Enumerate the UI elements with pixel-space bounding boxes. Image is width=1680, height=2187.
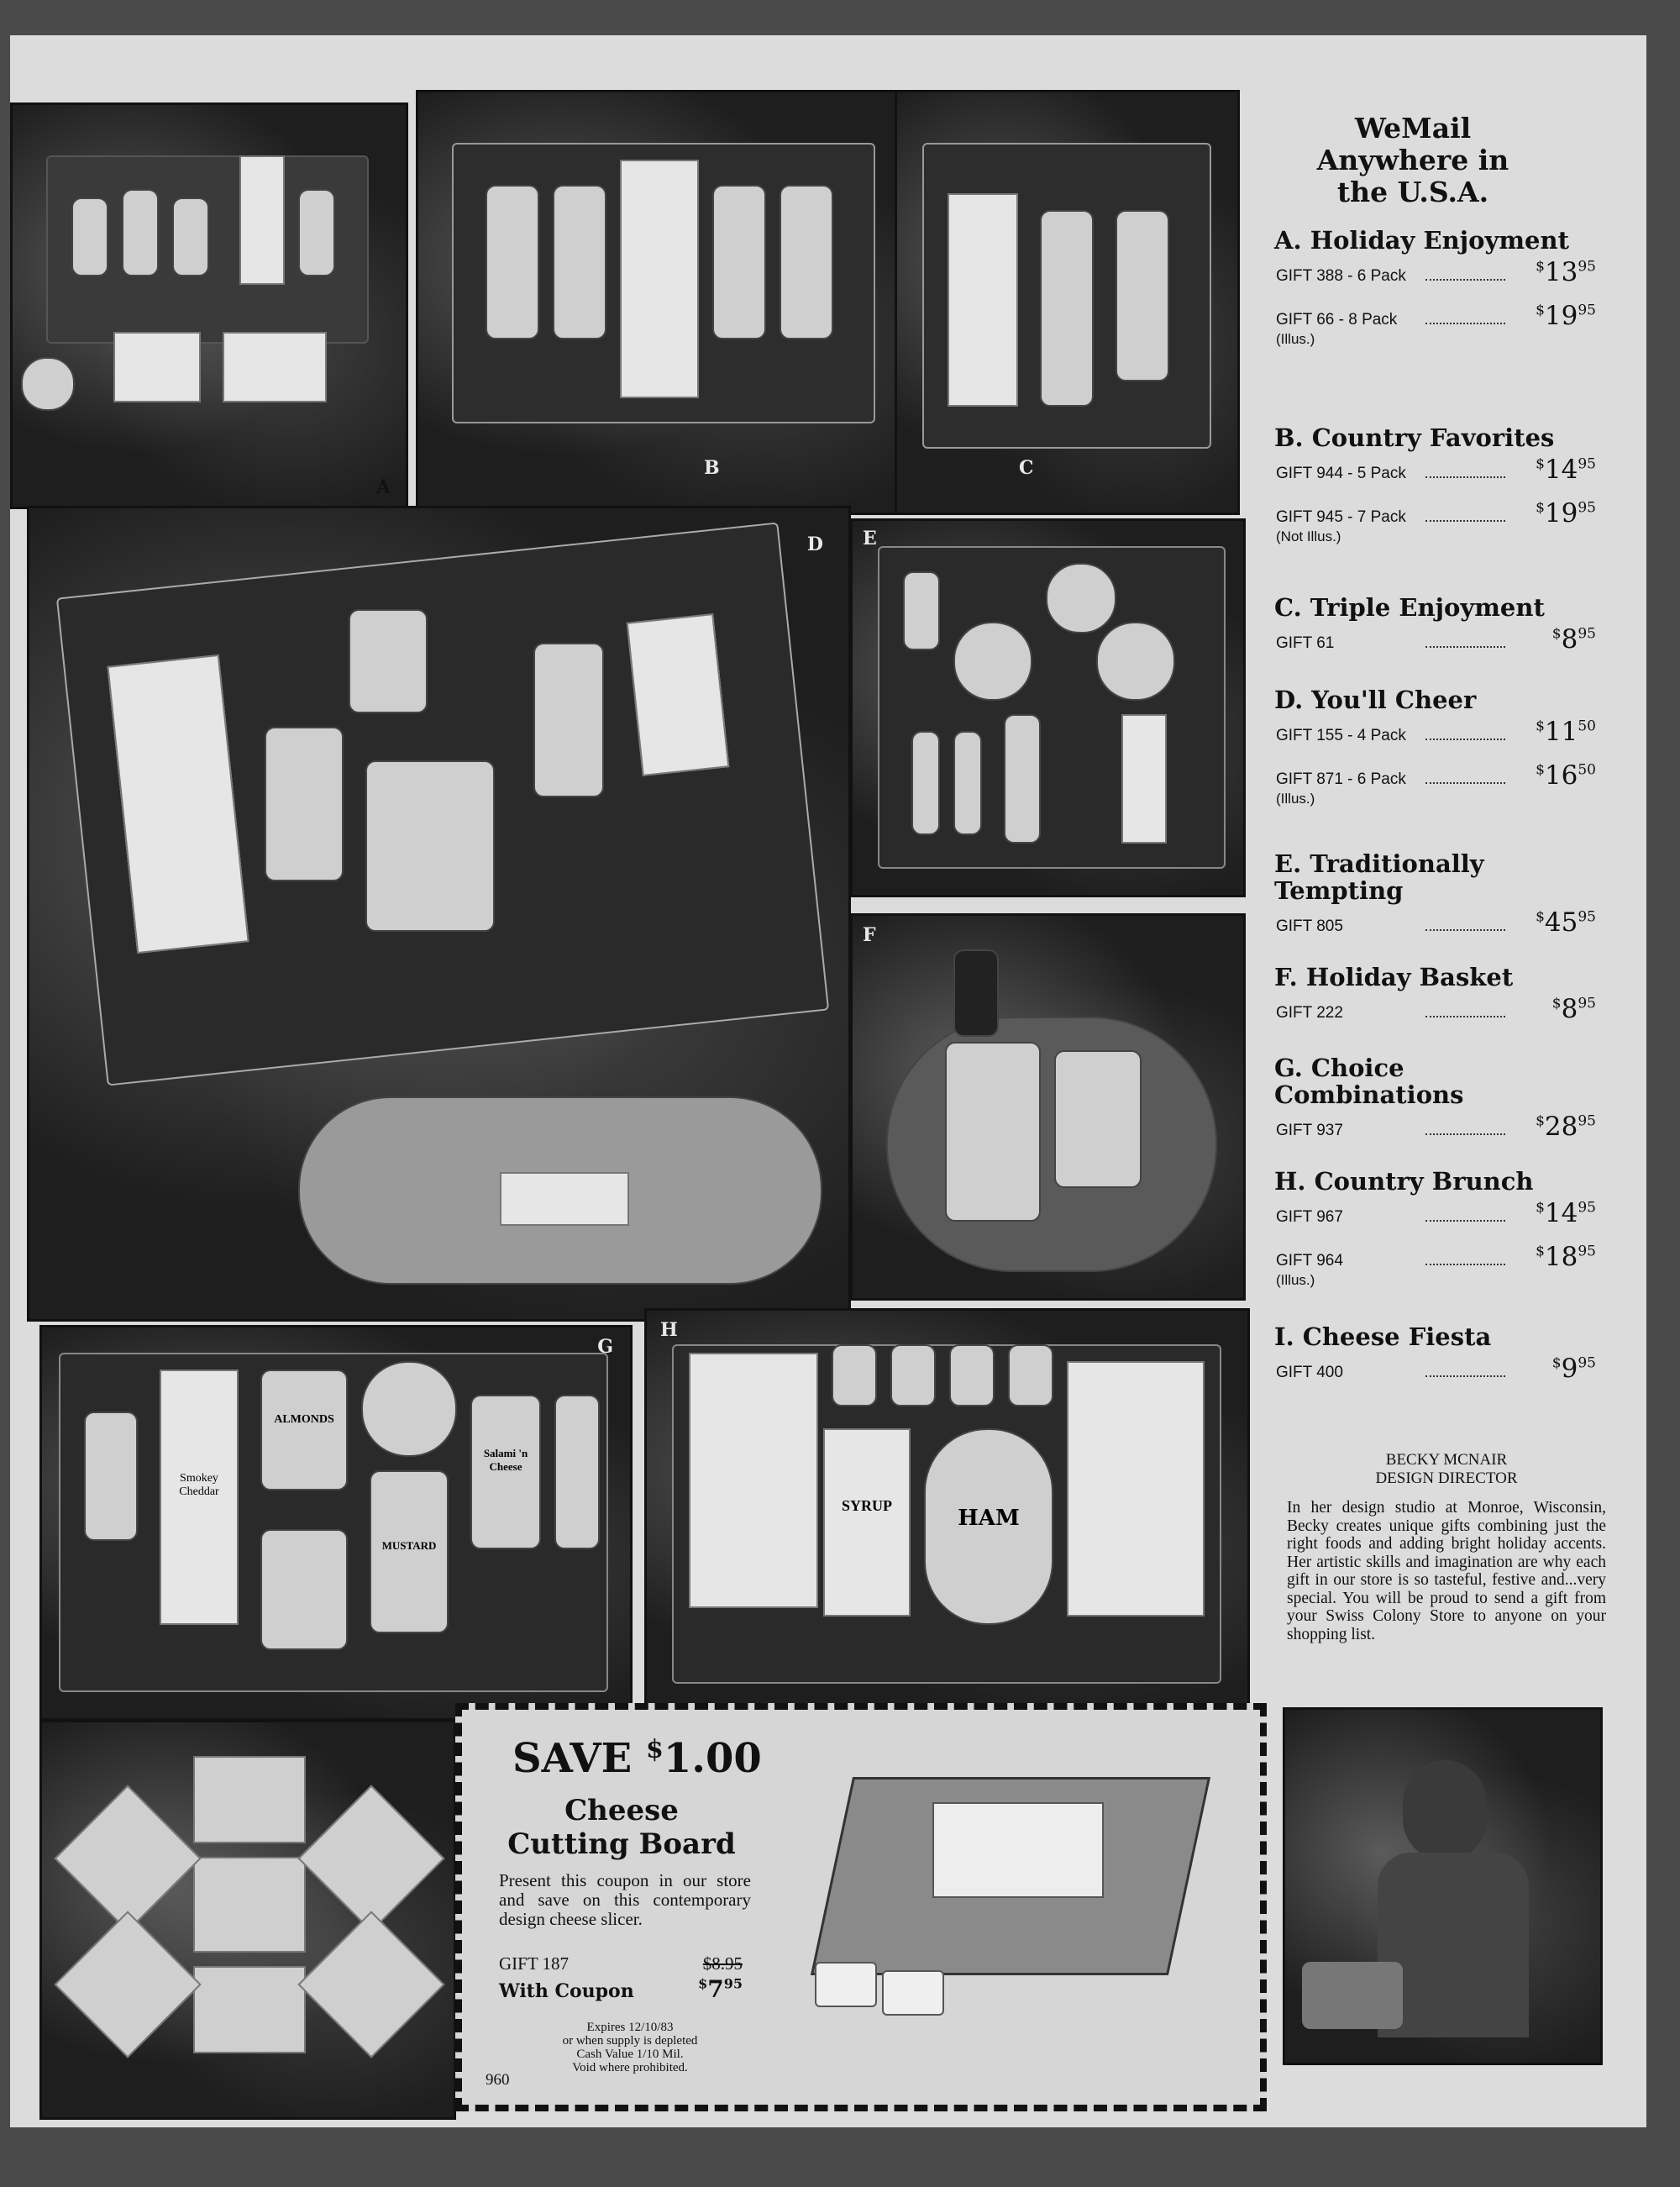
designer-role: DESIGN DIRECTOR (1375, 1469, 1518, 1487)
item-b (1274, 424, 1598, 545)
coupon-price-cents: 95 (723, 1975, 743, 1992)
photo-label-d: D (806, 534, 823, 555)
coupon-expires: Expires 12/10/83 (586, 2021, 674, 2034)
item-title: E. Traditionally Tempting (1274, 849, 1484, 905)
item-title: B. Country Favorites (1274, 423, 1555, 452)
coupon-old-price: $8.95 (702, 1953, 743, 1974)
gift-note: (Not Illus.) (1276, 528, 1341, 544)
coupon-price: $^{\$}7^{95}$ (698, 1975, 743, 2003)
product-label-mustard: MUSTARD (381, 1539, 437, 1552)
product-label-salami-cheese: Salami 'n Cheese (483, 1447, 528, 1473)
gift-note: (Illus.) (1276, 791, 1315, 807)
coupon-with-line (499, 1975, 743, 2003)
item-d (1274, 686, 1598, 807)
coupon-save-word: SAVE (512, 1735, 633, 1782)
item-title: H. Country Brunch (1274, 1167, 1534, 1196)
gift-label: GIFT 66 - 8 Pack (1276, 311, 1398, 329)
coupon-save-heading: SAVE $1.00 (512, 1735, 762, 1782)
gift-line: GIFT 61 $^{\$}8^{95}$ (1276, 624, 1596, 655)
gift-line: GIFT 222 $^{\$}8^{95}$ (1276, 994, 1596, 1024)
item-title: G. Choice Combinations (1274, 1054, 1464, 1109)
product-label-almonds: ALMONDS (274, 1413, 334, 1426)
gift-line: GIFT 945 - 7 Pack $^{\$}19^{95}$ (1276, 498, 1596, 528)
photo-label-h: H (660, 1319, 678, 1341)
photo-label-b: B (704, 457, 720, 479)
gift-line: GIFT 805 $^{\$}45^{95}$ (1276, 907, 1596, 938)
cheese-board-illustration (815, 1743, 1210, 2021)
we-mail-line3: the U.S.A. (1336, 176, 1489, 208)
gift-line: GIFT 871 - 6 Pack $^{\$}16^{50}$ (1276, 760, 1596, 791)
coupon-gift-label: GIFT 187 (499, 1953, 570, 1974)
we-mail-line1: WeMail (1354, 112, 1472, 145)
gift-line: GIFT 944 - 5 Pack $^{\$}14^{95}$ (1276, 455, 1596, 485)
designer-heading (1320, 1451, 1572, 1488)
photo-label-a: A (375, 476, 391, 498)
item-c (1274, 594, 1598, 655)
we-mail-heading (1278, 113, 1547, 208)
photo-c-triple-enjoyment (895, 90, 1240, 515)
item-f (1274, 964, 1598, 1024)
gift-line: GIFT 400 $^{\$}9^{95}$ (1276, 1354, 1596, 1384)
coupon-title-line2: Cutting Board (507, 1827, 736, 1861)
photo-label-c: C (1019, 457, 1034, 479)
photo-f-holiday-basket (850, 913, 1246, 1301)
product-label-syrup: SYRUP (841, 1497, 892, 1514)
product-label-smokey-cheddar: Smokey Cheddar (179, 1472, 219, 1498)
gift-line: GIFT 155 - 4 Pack $^{\$}11^{50}$ (1276, 717, 1596, 747)
we-mail-line2: Anywhere in (1316, 144, 1509, 176)
item-title: I. Cheese Fiesta (1274, 1322, 1492, 1351)
photo-d-youll-cheer (27, 506, 851, 1322)
photo-g-choice-combinations (39, 1325, 633, 1721)
coupon-price-dollars: 7 (707, 1975, 724, 2003)
coupon-cheese-cutting-board (455, 1703, 1267, 2111)
gift-line: GIFT 967 $^{\$}14^{95}$ (1276, 1198, 1596, 1228)
item-i (1274, 1323, 1598, 1384)
item-h (1274, 1168, 1598, 1289)
coupon-title-line1: Cheese (564, 1794, 679, 1827)
gift-note: (Illus.) (1276, 331, 1315, 347)
gift-line (1274, 259, 1598, 287)
item-title: C. Triple Enjoyment (1274, 593, 1545, 622)
photo-h-country-brunch (644, 1308, 1250, 1708)
item-g (1274, 1054, 1598, 1142)
item-title: D. You'll Cheer (1274, 686, 1477, 714)
gift-line: GIFT 937 $^{\$}28^{95}$ (1276, 1112, 1596, 1142)
photo-label-f: F (863, 924, 876, 946)
item-title: F. Holiday Basket (1274, 963, 1514, 991)
photo-b-country-favorites (416, 90, 900, 515)
page-number: 960 (486, 2071, 510, 2089)
gift-price: $^{\$}13^{95}$ (1536, 257, 1596, 287)
item-e (1274, 850, 1598, 938)
designer-bio: In her design studio at Monroe, Wisconsin, Becky creates unique gifts combining just the right foods and adding bright holiday accents. Her artistic skills and imagination are why each gift in our store is so tasteful, festive and...very special. You will be proud to send a gift from your Swiss Colony Store to anyone on your shopping list. (1287, 1499, 1606, 1643)
gift-line (1274, 302, 1598, 331)
designer-name: BECKY MCNAIR (1385, 1451, 1508, 1469)
gift-label: GIFT 388 - 6 Pack (1276, 267, 1406, 285)
photo-e-traditionally-tempting (850, 518, 1246, 897)
item-a (1274, 227, 1598, 348)
coupon-expiry (538, 2021, 722, 2074)
item-title: A. Holiday Enjoyment (1274, 226, 1569, 255)
coupon-save-amount: 1.00 (663, 1735, 762, 1782)
photo-a-holiday-enjoyment (10, 103, 408, 509)
coupon-cash-value: Cash Value 1/10 Mil. (576, 2048, 684, 2061)
gift-line: GIFT 964 $^{\$}18^{95}$ (1276, 1242, 1596, 1272)
coupon-with-label: With Coupon (499, 1980, 634, 2002)
photo-i-cheese-fiesta (39, 1720, 456, 2120)
coupon-gift-line (499, 1953, 743, 1974)
photo-label-e: E (863, 528, 877, 549)
photo-designer (1283, 1707, 1603, 2065)
photo-label-g: G (597, 1336, 613, 1358)
coupon-supply: or when supply is depleted (562, 2034, 698, 2048)
coupon-title (496, 1794, 748, 1861)
gift-price: $^{\$}19^{95}$ (1536, 301, 1596, 331)
coupon-body: Present this coupon in our store and save on this contemporary design cheese slicer. (499, 1870, 751, 1929)
product-label-ham: HAM (958, 1506, 1020, 1531)
coupon-void: Void where prohibited. (572, 2061, 688, 2074)
catalog-page (10, 35, 1646, 2127)
gift-note: (Illus.) (1276, 1272, 1315, 1288)
